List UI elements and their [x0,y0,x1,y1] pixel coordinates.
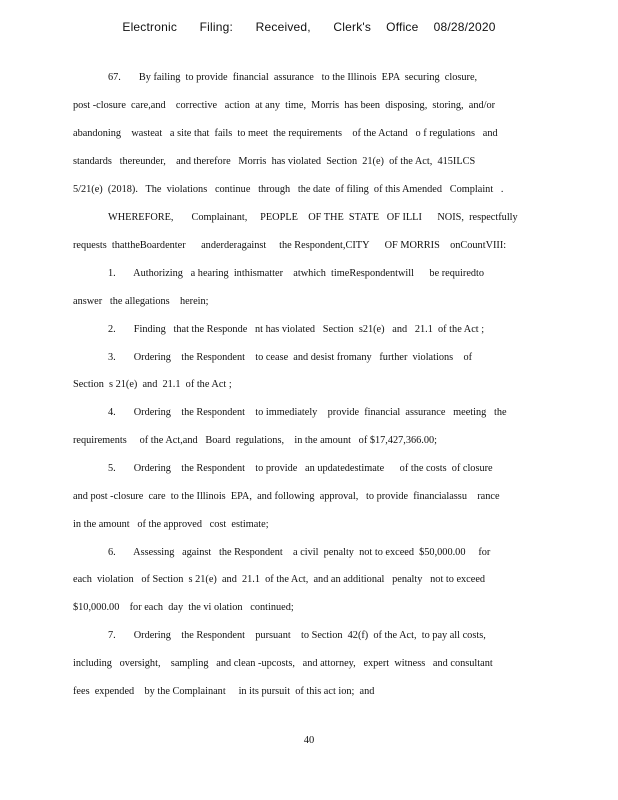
body-line: 2. Finding that the Responde nt has violated Section s21(e) and 21.1 of the Act ; [108,324,485,335]
body-line: in the amount of the approved cost estimate; [73,519,269,530]
body-line: each violation of Section s 21(e) and 21.1 of the Act, and an additional penalty not to exceed [73,574,486,585]
body-line: post -closure care,and corrective action at any time, Morris has been disposing, storing, and/or [73,100,496,111]
body-line: 5/21(e) (2018). The violations continue through the date of filing of this Amended Complaint . [73,184,504,195]
body-line: abandoning wasteat a site that fails to meet the requirements of the Actand o f regulations and [73,128,498,139]
body-line: fees expended by the Complainant in its pursuit of this act ion; and [73,686,375,697]
body-line: and post -closure care to the Illinois EPA, and following approval, to provide financialassu rance [73,491,500,502]
page-number: 40 [303,735,315,746]
body-line: 7. Ordering the Respondent pursuant to Section 42(f) of the Act, to pay all costs, [108,630,486,641]
body-line: 67. By failing to provide financial assurance to the Illinois EPA securing closure, [108,72,478,83]
body-line: requests thattheBoardenter anderderagainst the Respondent,CITY OF MORRIS onCountVIII: [73,240,507,251]
body-line: 6. Assessing against the Respondent a civil penalty not to exceed $50,000.00 for [108,547,491,558]
body-line: answer the allegations herein; [73,296,209,307]
body-line: requirements of the Act,and Board regulations, in the amount of $17,427,366.00; [73,435,438,446]
filing-stamp-header: Electronic Filing: Received, Clerk's Office 08/28/2020 [122,20,496,34]
body-line: 1. Authorizing a hearing inthismatter atwhich timeRespondentwill be requiredto [108,268,485,279]
body-line: 5. Ordering the Respondent to provide an updatedestimate of the costs of closure [108,463,493,474]
body-line: 4. Ordering the Respondent to immediately provide financial assurance meeting the [108,407,507,418]
body-line: 3. Ordering the Respondent to cease and desist fromany further violations of [108,352,473,363]
body-line: including oversight, sampling and clean -upcosts, and attorney, expert witness and consultant [73,658,493,669]
body-line: Section s 21(e) and 21.1 of the Act ; [73,379,232,390]
body-line: WHEREFORE, Complainant, PEOPLE OF THE STATE OF ILLI NOIS, respectfully [108,212,518,223]
body-line: standards thereunder, and therefore Morris has violated Section 21(e) of the Act, 415ILCS [73,156,476,167]
body-line: $10,000.00 for each day the vi olation continued; [73,602,294,613]
